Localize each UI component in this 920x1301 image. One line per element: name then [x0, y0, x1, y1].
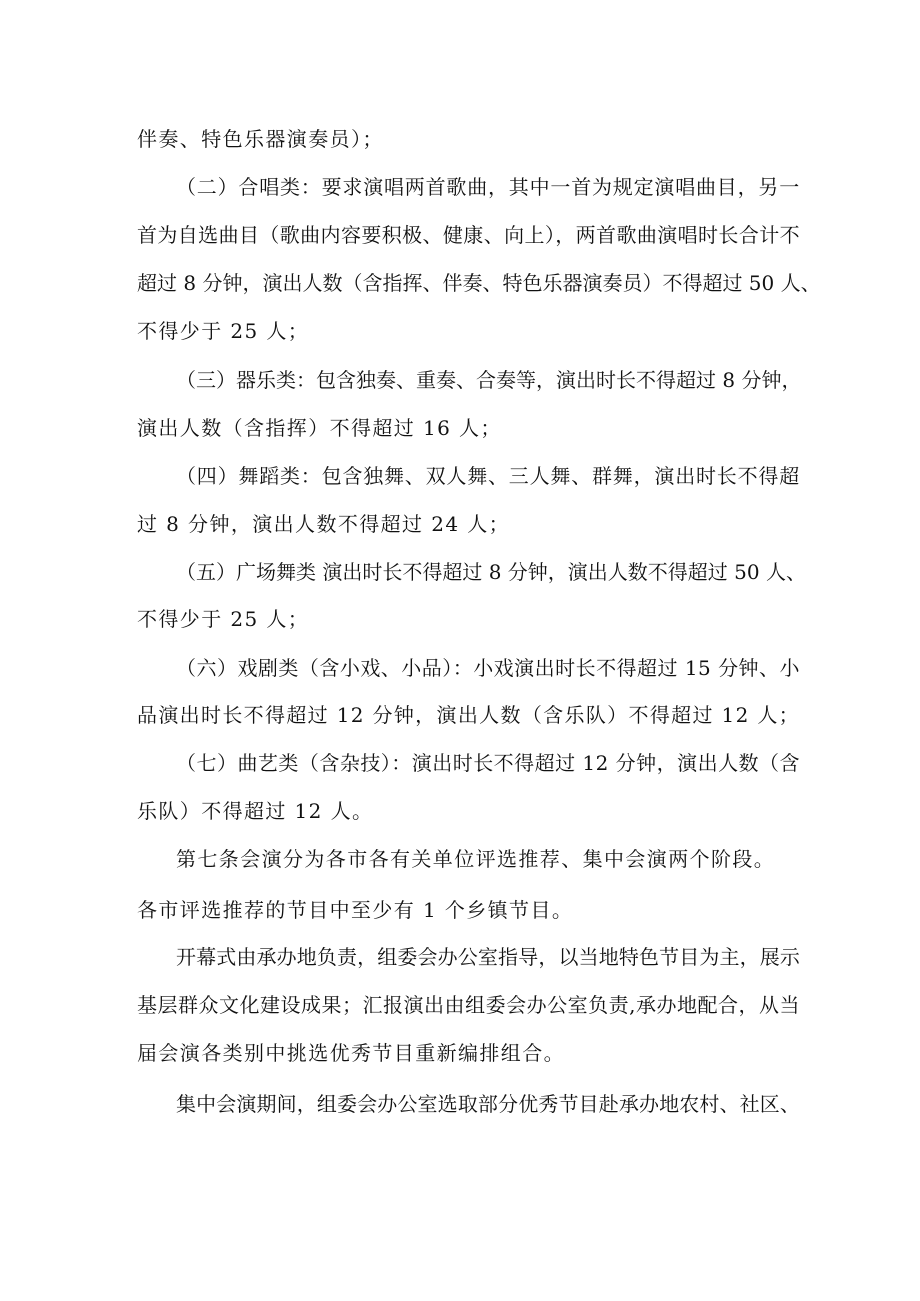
text-line: （五）广场舞类 演出时长不得超过 8 分钟，演出人数不得超过 50 人、: [176, 560, 806, 584]
text-line: 伴奏、特色乐器演奏员）；: [137, 127, 384, 151]
text-line: 届会演各类别中挑选优秀节目重新编排组合。: [137, 1041, 565, 1065]
text-line: 不得少于 25 人；: [137, 607, 310, 631]
text-line: （三）器乐类：包含独奏、重奏、合奏等，演出时长不得超过 8 分钟，: [176, 368, 802, 392]
text-line: 开幕式由承办地负责，组委会办公室指导，以当地特色节目为主，展示: [176, 945, 800, 969]
text-line: （四）舞蹈类：包含独舞、双人舞、三人舞、群舞，演出时长不得超: [176, 464, 800, 488]
text-line: 基层群众文化建设成果；汇报演出由组委会办公室负责,承办地配合，从当: [137, 993, 800, 1017]
text-line: 首为自选曲目（歌曲内容要积极、健康、向上），两首歌曲演唱时长合计不: [137, 223, 800, 247]
text-line: （七）曲艺类（含杂技）：演出时长不得超过 12 分钟，演出人数（含: [176, 751, 800, 775]
text-line: 第七条会演分为各市各有关单位评选推荐、集中会演两个阶段。: [176, 847, 776, 871]
text-line: 不得少于 25 人；: [137, 319, 310, 343]
text-line: 品演出时长不得超过 12 分钟，演出人数（含乐队）不得超过 12 人；: [137, 703, 800, 727]
text-line: 集中会演期间，组委会办公室选取部分优秀节目赴承办地农村、社区、: [176, 1092, 800, 1116]
text-line: （六）戏剧类（含小戏、小品）：小戏演出时长不得超过 15 分钟、小: [176, 656, 800, 680]
text-line: 各市评选推荐的节目中至少有 1 个乡镇节目。: [137, 898, 574, 922]
text-line: （二）合唱类：要求演唱两首歌曲，其中一首为规定演唱曲目，另一: [176, 175, 800, 199]
text-line: 超过 8 分钟，演出人数（含指挥、伴奏、特色乐器演奏员）不得超过 50 人、: [137, 271, 821, 295]
text-line: 乐队）不得超过 12 人。: [137, 799, 374, 823]
text-line: 演出人数（含指挥）不得超过 16 人；: [137, 416, 502, 440]
text-line: 过 8 分钟，演出人数不得超过 24 人；: [137, 512, 511, 536]
